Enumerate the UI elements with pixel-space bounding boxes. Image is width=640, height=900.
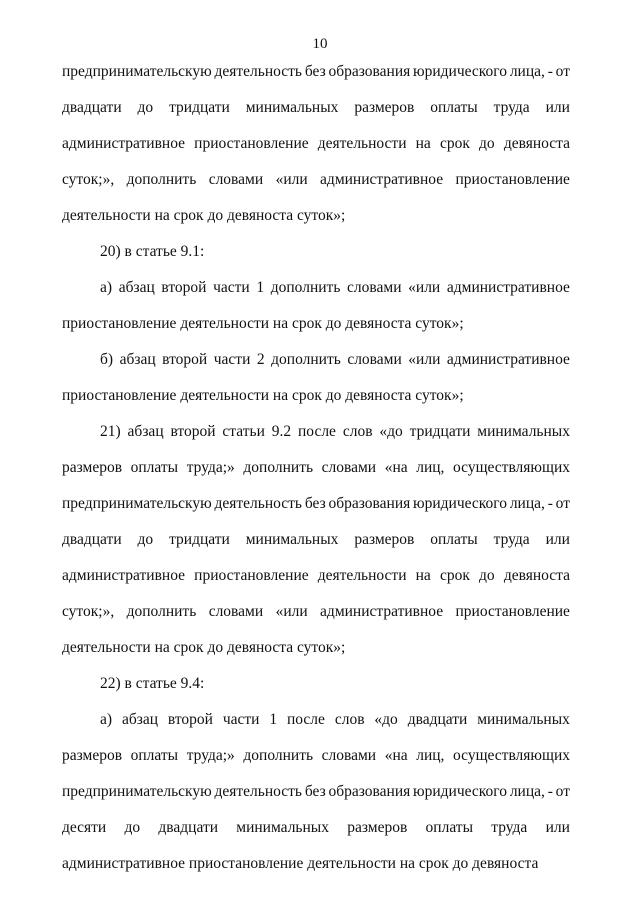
paragraph — [62, 242, 570, 278]
text-line: а) абзац второй части 1 дополнить словами «или административное — [100, 279, 570, 296]
text-line: административное приостановление деятельности на срок до девяноста — [62, 855, 539, 872]
text-line: предпринимательскую деятельность без образования юридического лица, - от — [62, 783, 570, 800]
paragraph — [62, 710, 570, 890]
paragraph — [62, 674, 570, 710]
text-line: размеров оплаты труда;» дополнить словами «на лиц, осуществляющих — [62, 747, 570, 764]
paragraph — [62, 62, 570, 242]
text-line: деятельности на срок до девяноста суток»; — [62, 639, 346, 656]
paragraph — [62, 350, 570, 422]
text-line: размеров оплаты труда;» дополнить словами «на лиц, осуществляющих — [62, 459, 570, 476]
text-line: приостановление деятельности на срок до девяноста суток»; — [62, 315, 464, 332]
text-line: суток;», дополнить словами «или административное приостановление — [62, 171, 570, 188]
text-line: двадцати до тридцати минимальных размеров оплаты труда или — [62, 99, 570, 116]
text-line: двадцати до тридцати минимальных размеров оплаты труда или — [62, 531, 570, 548]
text-line: десяти до двадцати минимальных размеров оплаты труда или — [62, 819, 570, 836]
text-line: а) абзац второй части 1 после слов «до двадцати минимальных — [100, 711, 570, 728]
text-line: 21) абзац второй статьи 9.2 после слов «до тридцати минимальных — [100, 423, 570, 440]
text-line: деятельности на срок до девяноста суток»; — [62, 207, 346, 224]
text-line: предпринимательскую деятельность без образования юридического лица, - от — [62, 495, 570, 512]
text-line: административное приостановление деятельности на срок до девяноста — [62, 135, 570, 152]
text-line: суток;», дополнить словами «или административное приостановление — [62, 603, 570, 620]
page-number: 10 — [312, 36, 328, 52]
paragraph — [62, 422, 570, 674]
document-body — [62, 62, 570, 890]
text-line: административное приостановление деятельности на срок до девяноста — [62, 567, 570, 584]
text-line: б) абзац второй части 2 дополнить словами «или административное — [100, 351, 570, 368]
text-line: 22) в статье 9.4: — [100, 675, 205, 692]
text-line: предпринимательскую деятельность без образования юридического лица, - от — [62, 63, 570, 80]
text-line: 20) в статье 9.1: — [100, 243, 205, 260]
text-line: приостановление деятельности на срок до девяноста суток»; — [62, 387, 464, 404]
paragraph — [62, 278, 570, 350]
